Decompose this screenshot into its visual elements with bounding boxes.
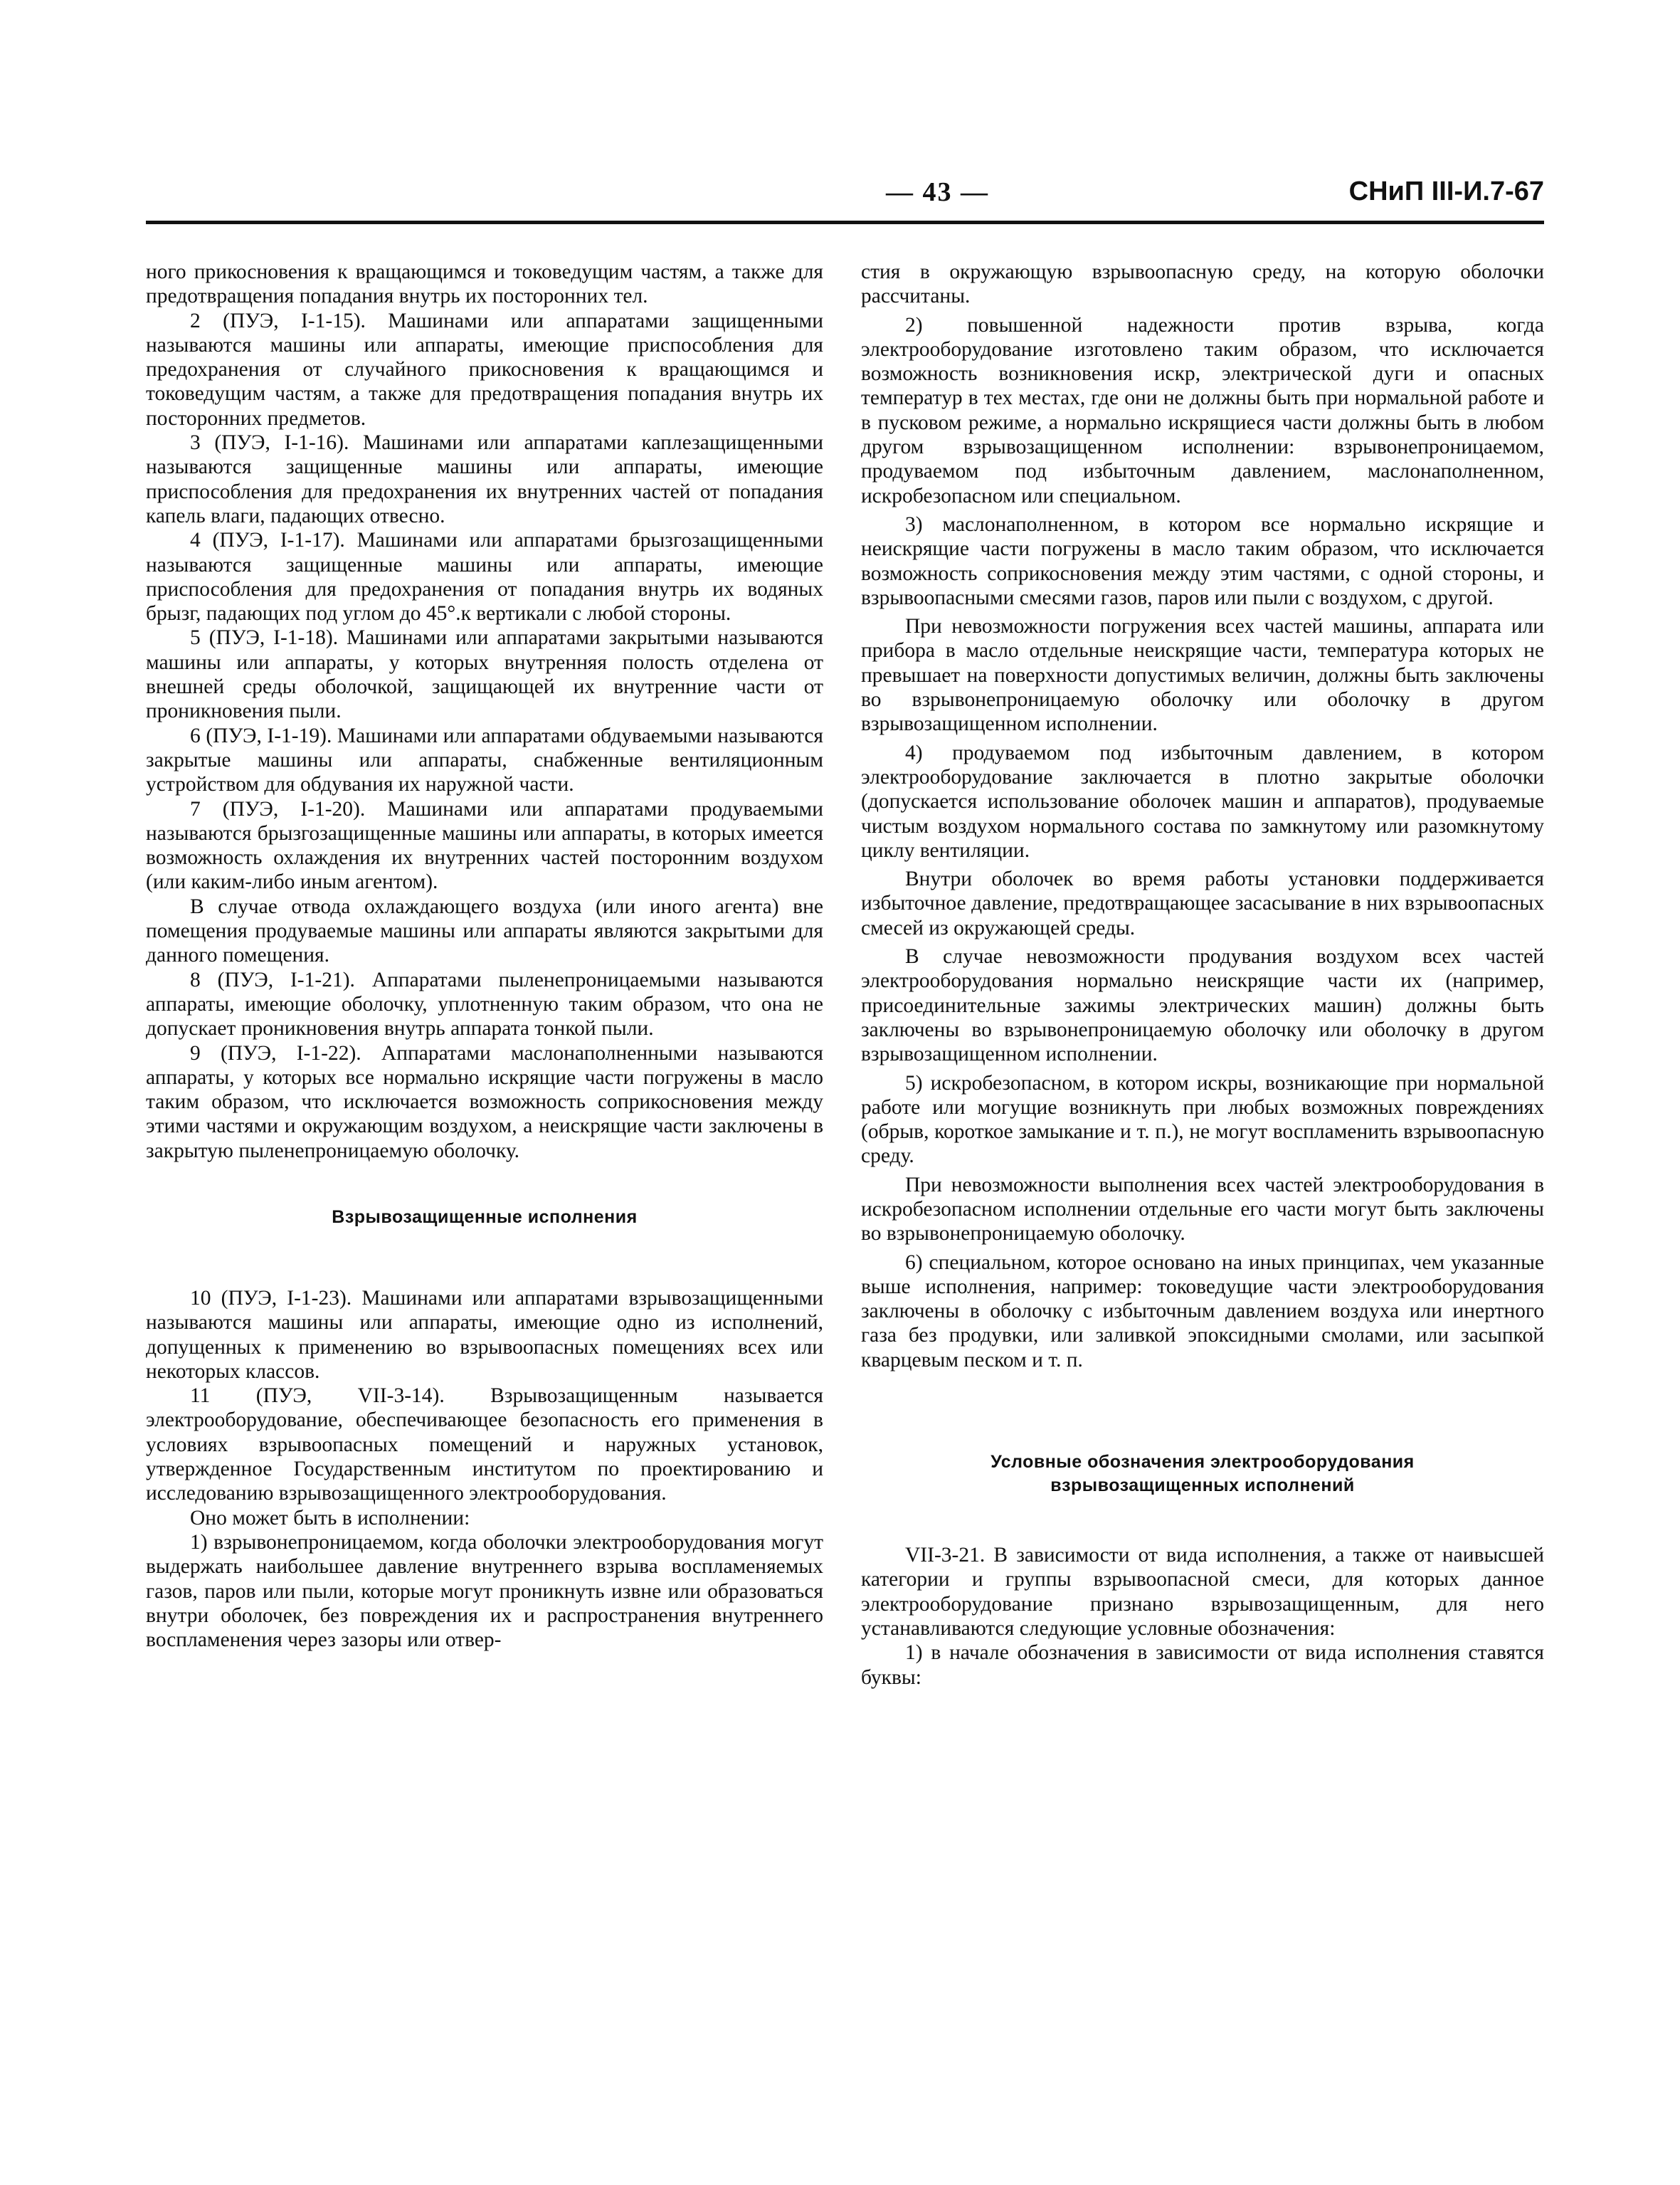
paragraph: 3 (ПУЭ, I-1-16). Машинами или аппаратами каплезащищенными называются защищенные машины или аппараты, имеющие приспособления для предохранения их внутренних частей от попадания капель влаги, падающих отвесно. <box>146 431 823 527</box>
page-header <box>146 177 1544 219</box>
section-heading-line: взрывозащищенных исполнений <box>1050 1475 1355 1496</box>
paragraph: 3) маслонаполненном, в котором все нормально искрящие и неискрящие части погружены в масло таким образом, что исключается возможность соприкосновения между этим частями, с одной стороны, и взрывоопасными смесями газов, паров или пыли с воздухом, с другой. <box>861 512 1544 609</box>
paragraph: ного прикосновения к вращающимся и токоведущим частям, а также для предотвращения попадания внутрь их посторонних тел. <box>146 260 823 308</box>
paragraph: При невозможности погружения всех частей машины, аппарата или прибора в масло отдельные неискрящие части, температура которых не превышает на поверхности допустимых величин, должны быть заключены во взрывонепроницаемую оболочку или оболочку в другом взрывозащищенном исполнении. <box>861 615 1544 736</box>
paragraph: В случае невозможности продувания воздухом всех частей электрооборудования нормально неискрящие части их (например, присоединительные зажимы электрических машин) должны быть заключены во взрывонепроницаемую оболочку или оболочку в другом взрывозащищенном исполнении. <box>861 945 1544 1066</box>
section-heading-line: Условные обозначения электрооборудования <box>990 1452 1415 1473</box>
left-column <box>146 260 823 1652</box>
right-column <box>861 260 1544 1690</box>
header-rule <box>146 221 1544 224</box>
paragraph: 1) в начале обозначения в зависимости от вида исполнения ставятся буквы: <box>861 1641 1544 1689</box>
paragraph: 6) специальном, которое основано на иных принципах, чем указанные выше исполнения, например: токоведущие части электрооборудования заключены в оболочку с избыточным давлением воздуха или инертного газа без продувки, или заливкой эпоксидными смолами, или засыпкой кварцевым песком и т. п. <box>861 1251 1544 1371</box>
paragraph: В случае отвода охлаждающего воздуха (или иного агента) вне помещения продуваемые машины или аппараты являются закрытыми для данного помещения. <box>146 895 823 967</box>
section-heading-explosion-proof: Взрывозащищенные исполнения <box>332 1206 638 1227</box>
paragraph: VII-3-21. В зависимости от вида исполнения, а также от наивысшей категории и группы взрывоопасной смеси, для которых данное электрооборудование признано взрывозащищенным, для него устанавливаются следующие условные обозначения: <box>861 1544 1544 1640</box>
paragraph: Оно может быть в исполнении: <box>190 1506 470 1530</box>
paragraph: 7 (ПУЭ, I-1-20). Машинами или аппаратами продуваемыми называются брызгозащищенные машины или аппараты, в которых имеется возможность охлаждения их внутренних частей посторонним воздухом (или каким-либо иным агентом). <box>146 797 823 894</box>
paragraph: 8 (ПУЭ, I-1-21). Аппаратами пыленепроницаемыми называются аппараты, имеющие оболочку, уплотненную таким образом, что она не допускает проникновения внутрь аппарата тонкой пыли. <box>146 968 823 1041</box>
paragraph: 10 (ПУЭ, I-1-23). Машинами или аппаратами взрывозащищенными называются машины или аппараты, имеющие одно из исполнений, допущенных к применению во взрывоопасных помещениях всех или некоторых классов. <box>146 1286 823 1383</box>
paragraph: 4) продуваемом под избыточным давлением, в котором электрооборудование заключается в плотно закрытые оболочки (допускается использование оболочек машин и аппаратов), продуваемые чистым воздухом нормального состава по замкнутому или разомкнутому циклу вентиляции. <box>861 741 1544 862</box>
paragraph: стия в окружающую взрывоопасную среду, на которую оболочки рассчитаны. <box>861 260 1544 308</box>
paragraph: При невозможности выполнения всех частей электрооборудования в искробезопасном исполнении отдельные его части могут быть заключены во взрывонепроницаемую оболочку. <box>861 1173 1544 1246</box>
page-number: — 43 — <box>886 177 989 207</box>
paragraph: 2) повышенной надежности против взрыва, когда электрооборудование изготовлено таким образом, что исключается возможность возникновения искр, электрической дуги и опасных температур в тех местах, где они не должны быть при нормальной работе и в пусковом режиме, а нормально искрящиеся части должны быть в любом другом взрывозащищенном исполнении: взрывонепроницаемом, продуваемом под избыточным давлением, маслонаполненном, искробезопасном или специальном. <box>861 313 1544 507</box>
paragraph: 2 (ПУЭ, I-1-15). Машинами или аппаратами защищенными называются машины или аппараты, имеющие приспособления для предохранения от случайного прикосновения к вращающимся и токоведущим частям, а также для предотвращения попадания внутрь их посторонних предметов. <box>146 309 823 430</box>
paragraph: 5 (ПУЭ, I-1-18). Машинами или аппаратами закрытыми называются машины или аппараты, у которых внутренняя полость отделена от внешней среды оболочкой, защищающей их внутренние части от проникновения пыли. <box>146 626 823 723</box>
paragraph: 6 (ПУЭ, I-1-19). Машинами или аппаратами обдуваемыми называются закрытые машины или аппараты, снабженные вентиляционным устройством для обдувания их наружной части. <box>146 724 823 796</box>
paragraph: 11 (ПУЭ, VII-3-14). Взрывозащищенным называется электрооборудование, обеспечивающее безопасность его применения в условиях взрывоопасных помещений и наружных установок, утвержденное Государственным институтом по проектированию и исследованию взрывозащищенного электрооборудования. <box>146 1384 823 1505</box>
paragraph: 5) искробезопасном, в котором искры, возникающие при нормальной работе или могущие возникнуть при любых возможных повреждениях (обрыв, короткое замыкание и т. п.), не могут воспламенить взрывоопасную среду. <box>861 1071 1544 1168</box>
paragraph: Внутри оболочек во время работы установки поддерживается избыточное давление, предотвращающее засасывание в них взрывоопасных смесей из окружающей среды. <box>861 868 1544 939</box>
section-heading-designations <box>861 1450 1544 1497</box>
document-code: СНиП III-И.7-67 <box>1348 177 1544 206</box>
paragraph: 4 (ПУЭ, I-1-17). Машинами или аппаратами брызгозащищенными называются защищенные машины или аппараты, имеющие приспособления для предохранения от попадания внутрь их водяных брызг, падающих под углом до 45°.к вертикали с любой стороны. <box>146 529 823 626</box>
paragraph: 1) взрывонепроницаемом, когда оболочки электрооборудования могут выдержать наибольшее давление внутреннего взрыва воспламеняемых газов, паров или пыли, которые могут проникнуть извне или образоваться внутри оболочек, без повреждения их и распространения внутреннего воспламенения через зазоры или отвер- <box>146 1530 823 1652</box>
paragraph: 9 (ПУЭ, I-1-22). Аппаратами маслонаполненными называются аппараты, у которых все нормально искрящие части погружены в масло таким образом, что исключается возможность соприкосновения между этими частями и окружающим воздухом, а неискрящие части заключены в закрытую пыленепроницаемую оболочку. <box>146 1041 823 1162</box>
